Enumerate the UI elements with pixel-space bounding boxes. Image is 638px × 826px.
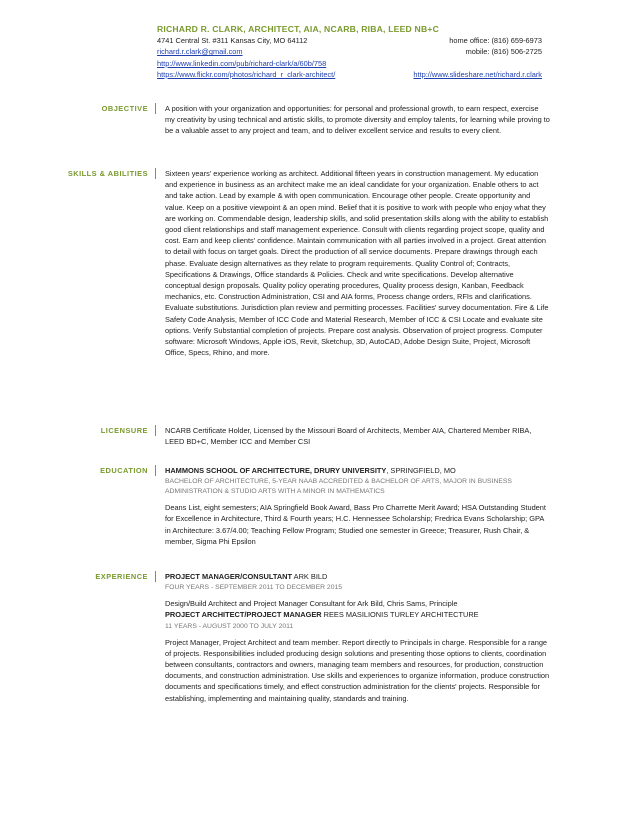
skills-text: Sixteen years' experience working as architect. Additional fifteen years in construction management. My education and experience in business as an architect make me an ideal candidate for your organization. Enable others to act and take action. Lead by example & with open communication. Encourage other people. Create opportunity and value. Keep on a positive viewpoint & an open mind. Belief that it is positive to work with people who enjoy what they are working on. Commendable design, leadership skills, and solid presentation skills along with the ability to establish good client relationships and staff management experience. Consult with clients regarding project scope, quality and cost. Earn and keep clients' confidence. Maintain communication with all parties involved in a project. Great attention to detail with focus on target goals. Direct the production of all service documents. Prepare drawings through each phase. Evaluate design alternatives as they relate to program requirements. Quality Control of; Contracts, Specifications & Drawings, Office standards & Policies. Check and write specifications. Develop alternative conceptual design proposals. Quality policy operating procedures, Quality process design, Kanban, Feedback mechanics, etc. Construction Administration, CSI and AIA forms, Process change orders, RFIs and clarifications. Evaluate substitutions. Jurisdiction plan review and permitting processes. Facilities' survey documentation. Fire & Life Safety Code Analysis, Member of ICC Code and Material Research, Member of ICC & CSI Locate and evaluate site options. Verify Substantial completion of projects. Prepare cost analysis. Observation of project progress. Computer software: Microsoft Windows, Apple iOS, Revit, Sketchup, 3D, AutoCAD, Adobe Design Suite, Project, Microsoft Office, Specs, Rhino, and more. [165,169,549,358]
portfolio-row [157,69,542,80]
candidate-name: RICHARD R. CLARK, ARCHITECT, AIA, NCARB, RIBA, LEED NB+C [157,24,439,34]
mobile-phone: mobile: (816) 506-2725 [465,47,542,57]
school-line [165,465,550,476]
job-title-line [165,609,550,620]
education-details: Deans List, eight semesters; AIA Springfield Book Award, Bass Pro Charrette Merit Award; HSA Outstanding Student for Excellence in Architecture, Third & Fourth years; H.C. Hennessee Scholarship; Fredrica Evans Scholarship; GPA in Architecture: 3.67/4.00; Teaching Fellow Program; Studied one semester in Greece; Treasurer, Rush Chair, & member, Sigma Phi Epsilon [165,503,546,546]
job-title: PROJECT MANAGER/CONSULTANT [165,572,293,581]
section-divider [155,425,156,436]
address: 4741 Central St. #311 Kansas City, MO 64112 [157,36,308,45]
slideshare-link[interactable]: http://www.slideshare.net/richard.r.clark [413,69,542,79]
school-location: , SPRINGFIELD, MO [386,466,456,475]
email-row [157,46,542,57]
school-name: HAMMONS SCHOOL OF ARCHITECTURE, DRURY UNIVERSITY [165,466,387,475]
skills-label: SKILLS & ABILITIES [67,169,148,178]
resume-header [157,23,542,80]
degree-text: BACHELOR OF ARCHITECTURE, 5-YEAR NAAB ACCREDITED & BACHELOR OF ARTS, MAJOR IN BUSINESS ADMINISTRATION & STUDIO ARTS WITH A MINOR IN MATHEMATICS [165,478,512,496]
job-company: REES MASILIONIS TURLEY ARCHITECTURE [321,610,479,620]
licensure-label: LICENSURE [100,426,148,435]
address-row [157,35,542,46]
objective-text: A position with your organization and opportunities: for personal and professional growth, to earn respect, exercise my creativity by using technical and artistic skills, to promote diversity and employ talents, for learning while proving to be a valuable asset to any project and team, and to deliver excellent service and results to every client. [165,104,550,136]
licensure-text: NCARB Certificate Holder, Licensed by the Missouri Board of Architects, Member AIA, Chartered Member RIBA, LEED BD+C, Member ICC and Member CSI [165,426,532,447]
experience-body [165,571,550,704]
job-title: PROJECT ARCHITECT/PROJECT MANAGER [165,610,322,620]
job-dates: 11 YEARS - AUGUST 2000 TO JULY 2011 [165,622,294,630]
linkedin-link[interactable]: http://www.linkedin.com/pub/richard-clark/a/60b/758 [157,58,327,68]
linkedin-row [157,58,542,69]
job-company: ARK BILD [292,572,328,581]
education-body [165,465,550,547]
flickr-link[interactable]: https://www.flickr.com/photos/richard_r_clark-architect/ [157,69,336,79]
job-dates: FOUR YEARS - SEPTEMBER 2011 TO DECEMBER 2015 [165,584,343,592]
section-divider [155,103,156,114]
section-divider [155,168,156,179]
objective-label: OBJECTIVE [101,104,148,113]
job-description: Project Manager, Project Architect and team member. Report directly to Principals in charge. Responsible for a range of projects. Responsibilities included producing design solutions and presenting those options to clients, coordination between consultants, contractors and owners, managing team members and resources, for production, construction documents, and construction administration. Use skills and experiences to organize information, produce construction documents and specifications timely, and effect construction administration for the clients' projects. Responsible for establishing, implementing and maintaining quality, standards and training. [165,637,550,703]
job-title-line [165,571,550,582]
home-phone: home office: (816) 659-6973 [449,36,542,45]
section-divider [155,465,156,476]
email-link[interactable]: richard.r.clark@gmail.com [157,47,243,57]
experience-label: EXPERIENCE [95,572,148,581]
section-divider [155,571,156,582]
job-entry [165,609,550,703]
job-description: Design/Build Architect and Project Manager Consultant for Ark Bild, Chris Sams, Principle [165,599,458,609]
education-label: EDUCATION [100,466,148,475]
job-entry [165,571,550,609]
